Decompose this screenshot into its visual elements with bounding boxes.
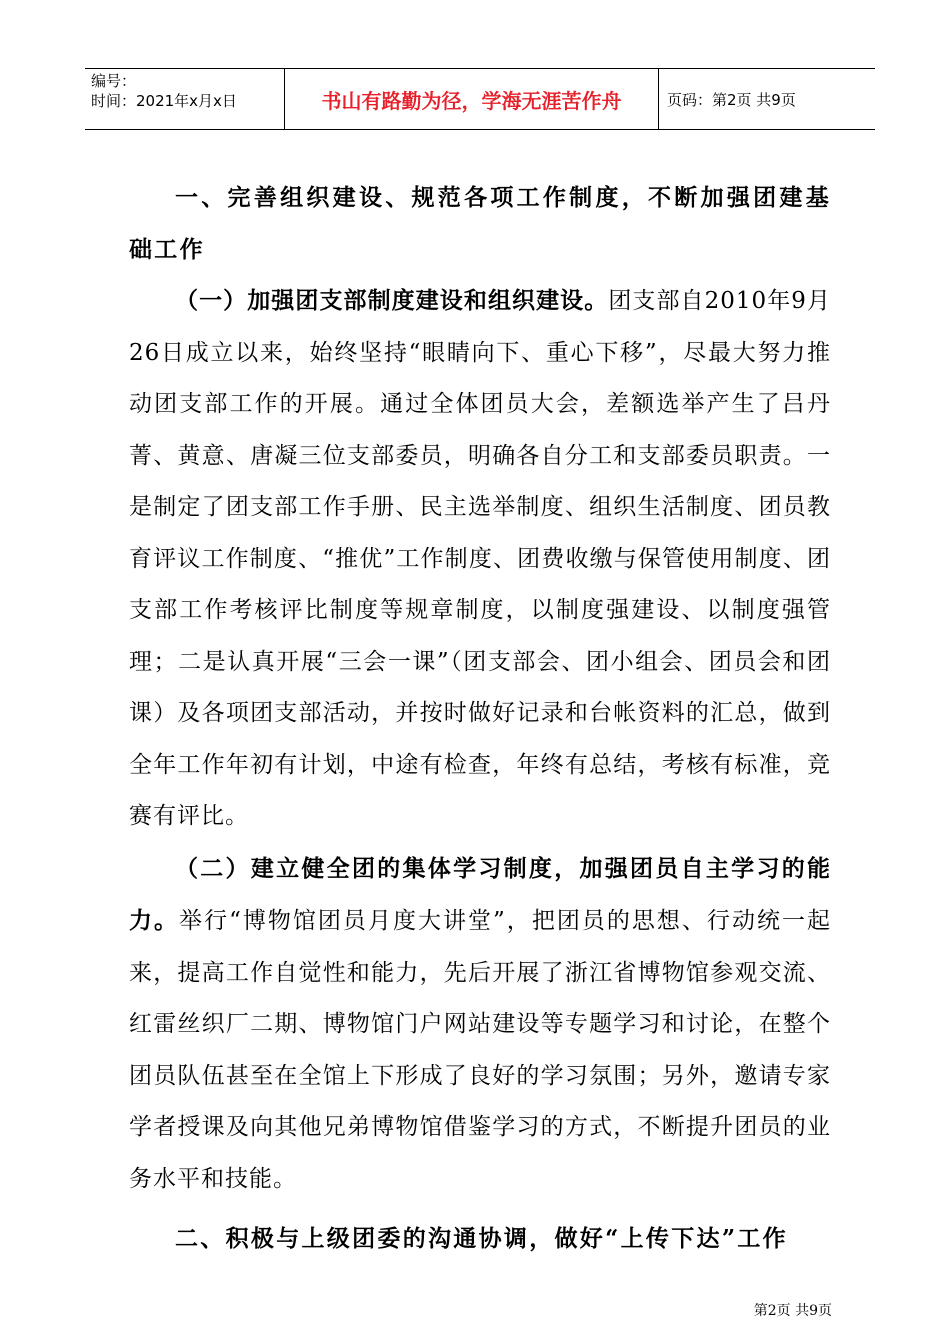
- paragraph-1-text: 团支部自2010年9月26日成立以来，始终坚持“眼睛向下、重心下移”，尽最大努力推动团支部工作的开展。通过全体团员大会，差额选举产生了吕丹菁、黄意、唐凝三位支部委员，明确各自分工和支部委员职责。一是制定了团支部工作手册、民主选举制度、组织生活制度、团员教育评议工作制度、“推优”工作制度、团费收缴与保管使用制度、团支部工作考核评比制度等规章制度，以制度强建设、以制度强管理；二是认真开展“三会一课”（团支部会、团小组会、团员会和团课）及各项团支部活动，并按时做好记录和台帐资料的汇总，做到全年工作年初有计划，中途有检查，年终有总结，考核有标准，竞赛有评比。: [129, 288, 832, 829]
- section-heading-1: 一、完善组织建设、规范各项工作制度，不断加强团建基础工作: [129, 184, 831, 263]
- header-motto: 书山有路勤为径，学海无涯苦作舟: [285, 69, 659, 129]
- header-page-number: 页码：第2页 共9页: [667, 90, 796, 109]
- paragraph-2-lead: （二）建立健全团的集体学习制度，加强团员自主学习的能力。: [129, 854, 831, 934]
- page-footer: 第2页 共9页: [753, 1303, 832, 1319]
- document-number-label: 编号：: [91, 72, 137, 90]
- document-body: [129, 172, 831, 1265]
- document-time-label: 时间：2021年x月x日: [91, 92, 237, 110]
- page-header: [85, 68, 875, 130]
- paragraph-1-lead: （一）加强团支部制度建设和组织建设。: [175, 287, 609, 314]
- paragraph-2-text: 举行“博物馆团员月度大讲堂”，把团员的思想、行动统一起来，提高工作自觉性和能力，先后开展了浙江省博物馆参观交流、红雷丝织厂二期、博物馆门户网站建设等专题学习和讨论，在整个团员队伍甚至在全馆上下形成了良好的学习氛围；另外，邀请专家学者授课及向其他兄弟博物馆借鉴学习的方式，不断提升团员的业务水平和技能。: [129, 908, 831, 1192]
- section-heading-2: 二、积极与上级团委的沟通协调，做好“上传下达”工作: [175, 1225, 788, 1252]
- paragraph-2: [129, 843, 831, 1206]
- paragraph-1: [129, 275, 831, 843]
- header-info-cell: [85, 69, 285, 129]
